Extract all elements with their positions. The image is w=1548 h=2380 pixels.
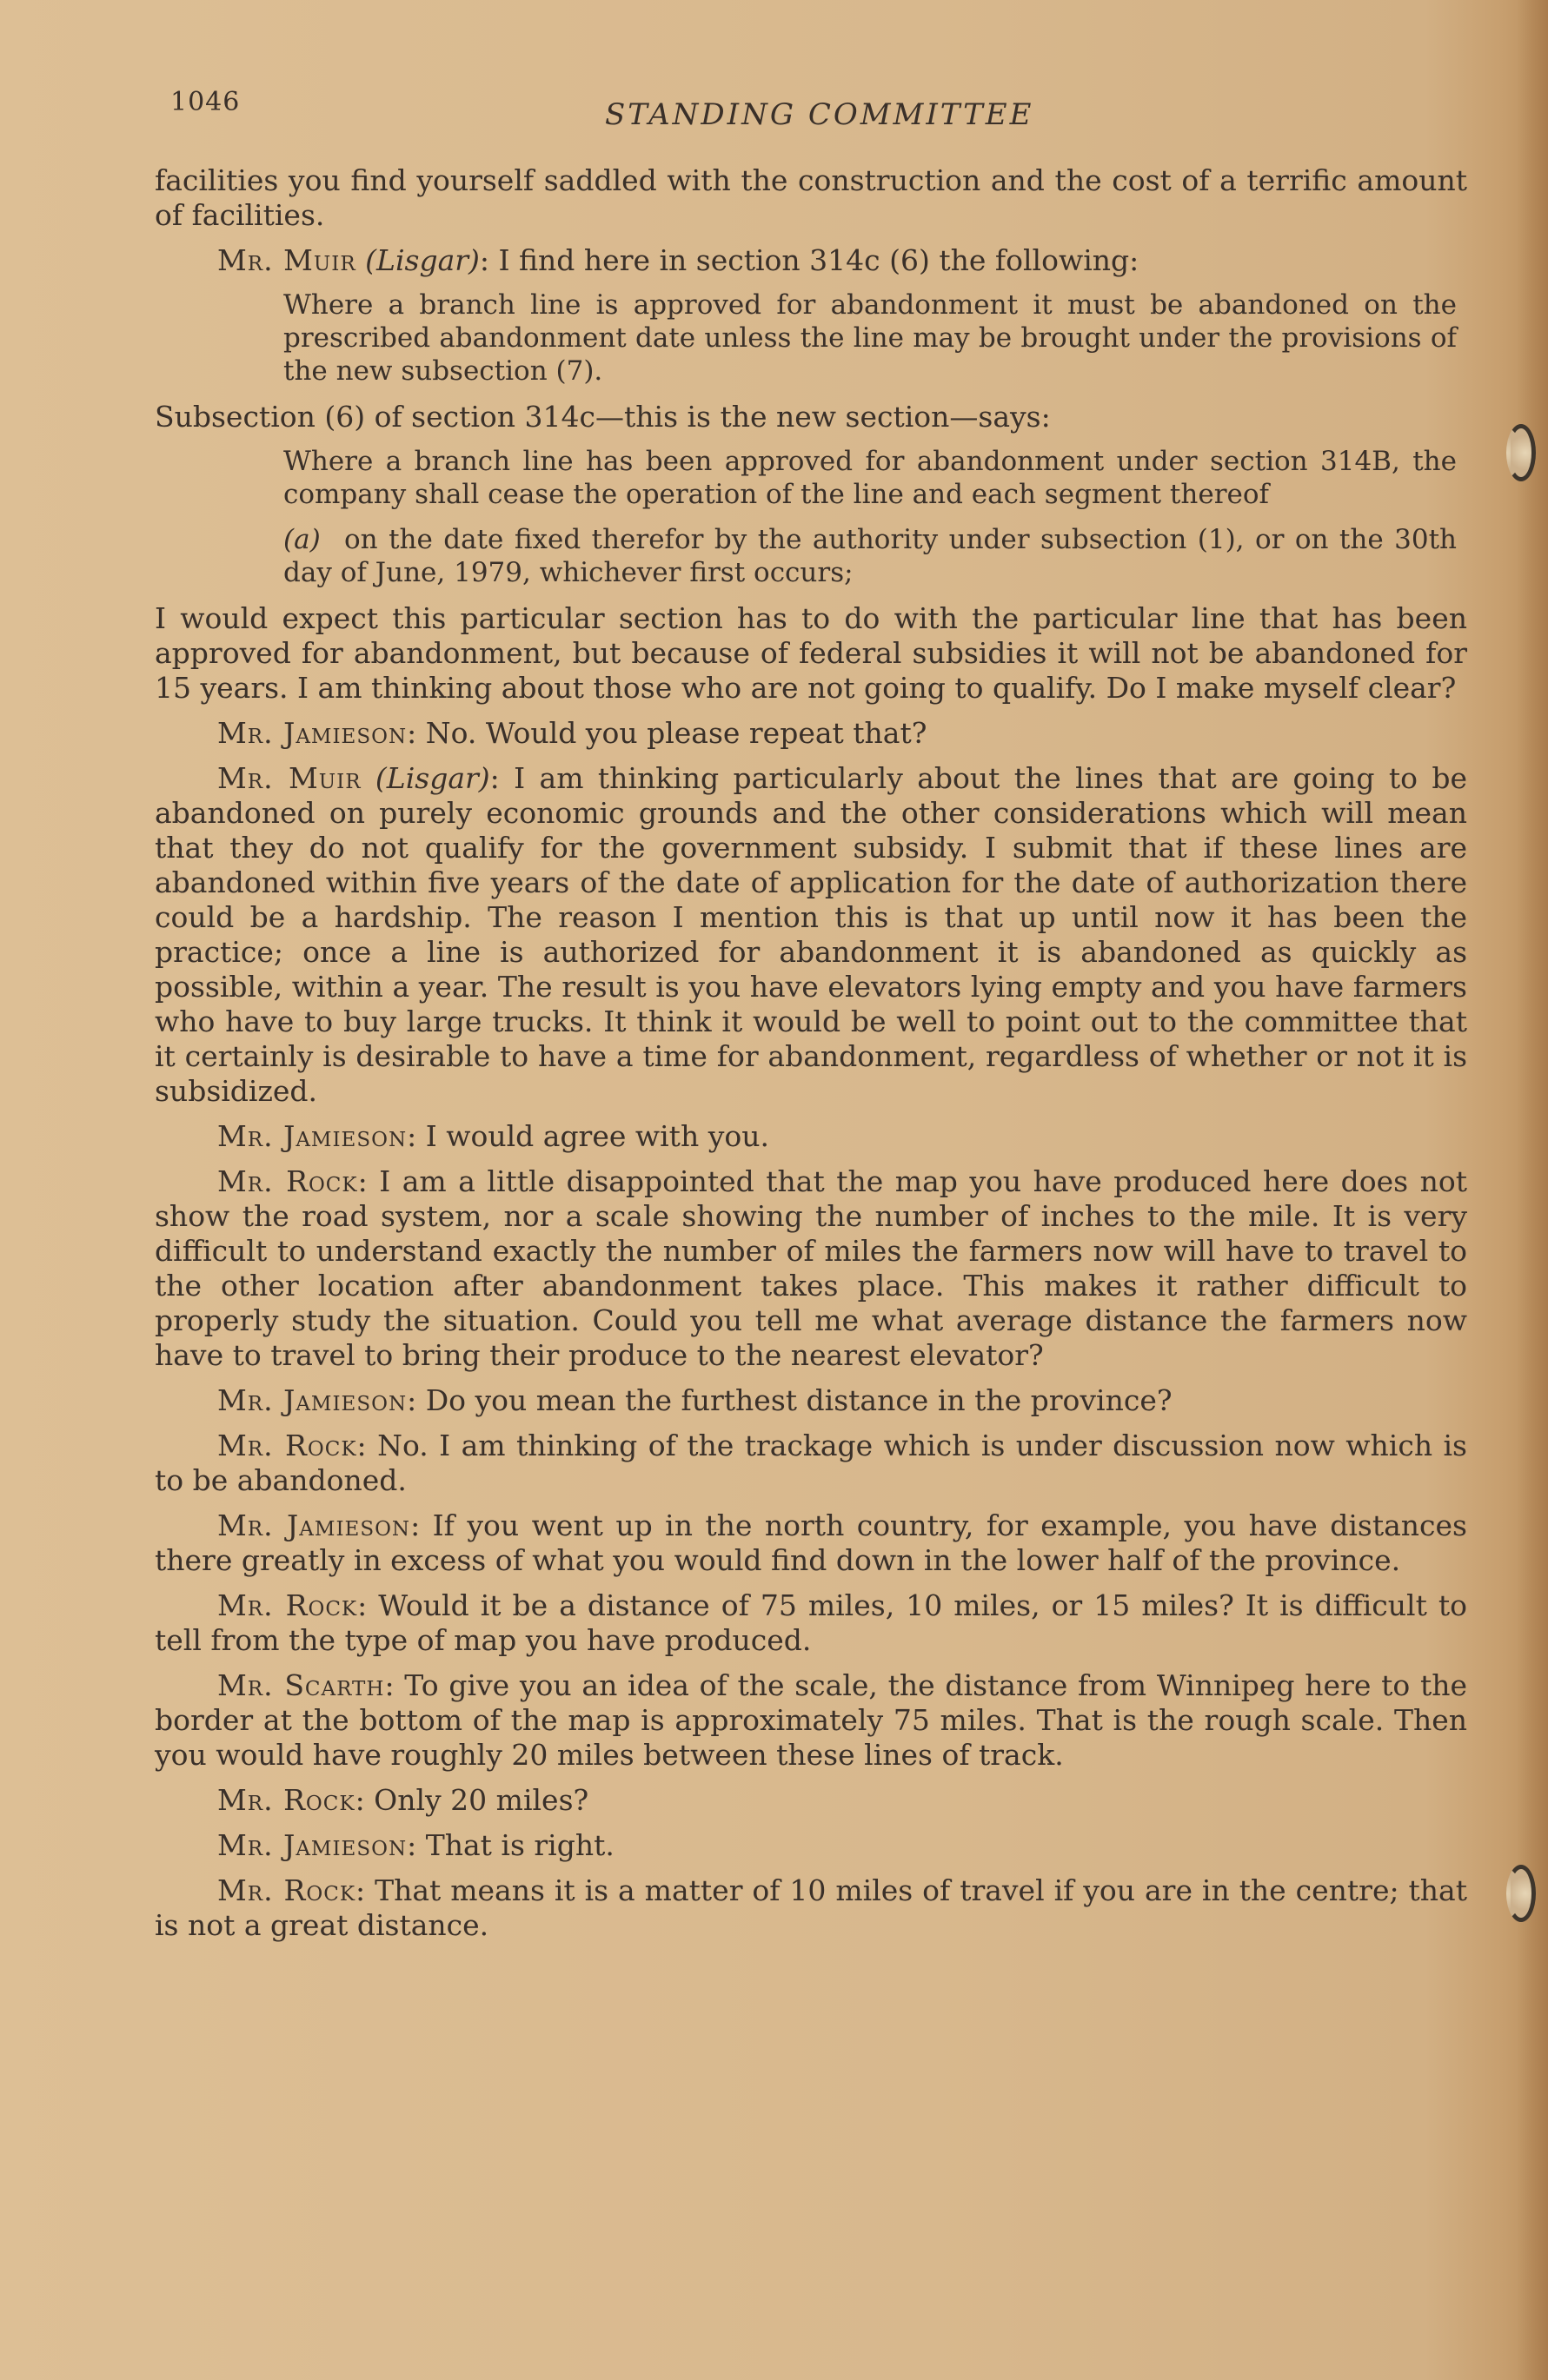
speech-paragraph [155,1508,1467,1578]
speaker-name: Mr. Rock [217,1873,356,1907]
binding-hole-mark [1506,424,1536,481]
speaker-name: Mr. Rock [217,1429,357,1462]
speaker-name: Mr. Rock [217,1164,358,1198]
paragraph-text: : I am thinking particularly about the lines that are going to be abandoned on purely economic grounds and the other considerations which will mean that they do not qualify for the government subsidy. I submit that if these lines are abandoned within five years of the date of application for the date of authorization there could be a hardship. The reason I mention this is that up until now it has been the practice; once a line is authorized for abandonment it is abandoned as quickly as possible, within a year. The result is you have elevators lying empty and you have farmers who have to buy large trucks. It think it would be well to point out to the committee that it certainly is desirable to have a time for abandonment, regardless of whether or not it is subsidized. [155,761,1467,1108]
paragraph-text: : That is right. [407,1828,615,1862]
speaker-name: Mr. Muir [217,243,356,277]
speaker-name: Mr. Jamieson [217,716,408,750]
paragraph-text: : I would agree with you. [407,1119,769,1153]
speaker-name: Mr. Muir [217,761,362,795]
speech-paragraph [155,1783,1467,1818]
quoted-statute: Where a branch line has been approved for abandonment under section 314B, the company shall cease the operation of the line and each segment thereof [283,446,1457,510]
speaker-name: Mr. Jamieson [217,1383,408,1417]
paragraph-text: : That means it is a matter of 10 miles of travel if you are in the centre; that is not a great distance. [155,1873,1467,1942]
speech-paragraph [155,1383,1467,1418]
speaker-name: Mr. Jamieson [217,1828,408,1862]
page-edge-shadow [1517,0,1548,2380]
quoted-statute: Where a branch line is approved for abandonment it must be abandoned on the prescribed abandonment date unless the line may be brought under the provisions of the new subsection (7). [283,289,1457,387]
paragraph-text: : I am a little disappointed that the map you have produced here does not show the road system, nor a scale showing the number of inches to the mile. It is very difficult to understand exactly the number of miles the farmers now will have to travel to the other location after abandonment takes place. This makes it rather difficult to properly study the situation. Could you tell me what average distance the farmers now have to travel to bring their produce to the nearest elevator? [155,1164,1467,1372]
speech-paragraph [155,716,1467,751]
paragraph-text: facilities you find yourself saddled with the construction and the cost of a terrific amount of facilities. [155,163,1467,232]
speaker-riding: (Lisgar) [365,243,480,277]
clause-label: (a) [283,524,321,555]
speaker-riding: (Lisgar) [375,761,490,795]
speaker-name: Mr. Rock [217,1588,358,1622]
running-head: STANDING COMMITTEE [605,97,1034,132]
speech-paragraph [155,1119,1467,1154]
paragraph-text: : If you went up in the north country, for example, you have distances there greatly in excess of what you would find down in the lower half of the province. [155,1508,1467,1577]
text-paragraph [155,163,1467,233]
paragraph-text: : I find here in section 314c (6) the following: [479,243,1139,277]
speech-paragraph [155,1588,1467,1658]
speech-paragraph [155,761,1467,1109]
speech-paragraph [155,1429,1467,1498]
text-paragraph [155,601,1467,706]
speech-paragraph [155,243,1467,278]
paragraph-text: : To give you an idea of the scale, the distance from Winnipeg here to the border at the bottom of the map is approximately 75 miles. That is the rough scale. Then you would have roughly 20 miles between these lines of track. [155,1668,1467,1772]
paragraph-text: : Would it be a distance of 75 miles, 10 miles, or 15 miles? It is difficult to tell from the type of map you have produced. [155,1588,1467,1657]
speech-paragraph [155,1668,1467,1773]
paragraph-text: : Do you mean the furthest distance in the province? [407,1383,1173,1417]
text-paragraph [155,400,1467,434]
page-header [170,87,1474,139]
paragraph-text: I would expect this particular section has to do with the particular line that has been approved for abandonment, but because of federal subsidies it will not be abandoned for 15 years. I am thinking about those who are not going to qualify. Do I make myself clear? [155,601,1467,705]
paragraph-text: : Only 20 miles? [355,1783,589,1817]
speech-paragraph [155,1873,1467,1943]
speech-paragraph [155,1828,1467,1863]
page-number: 1046 [170,87,241,117]
body-text [155,163,1467,1953]
paragraph-text: : No. I am thinking of the trackage which is under discussion now which is to be abandoned. [155,1429,1467,1497]
paragraph-text: : No. Would you please repeat that? [407,716,927,750]
paragraph-text: Subsection (6) of section 314c—this is the new section—says: [155,400,1051,434]
speaker-name: Mr. Rock [217,1783,355,1817]
speech-paragraph [155,1164,1467,1373]
clause-text: on the date fixed therefor by the authority under subsection (1), or on the 30th day of June, 1979, whichever first occurs; [283,524,1457,588]
speaker-name: Mr. Jamieson [217,1119,408,1153]
speaker-name: Mr. Scarth [217,1668,385,1702]
statute-clause [155,523,1467,589]
binding-hole-mark [1506,1865,1536,1922]
speaker-name: Mr. Jamieson [217,1508,411,1542]
